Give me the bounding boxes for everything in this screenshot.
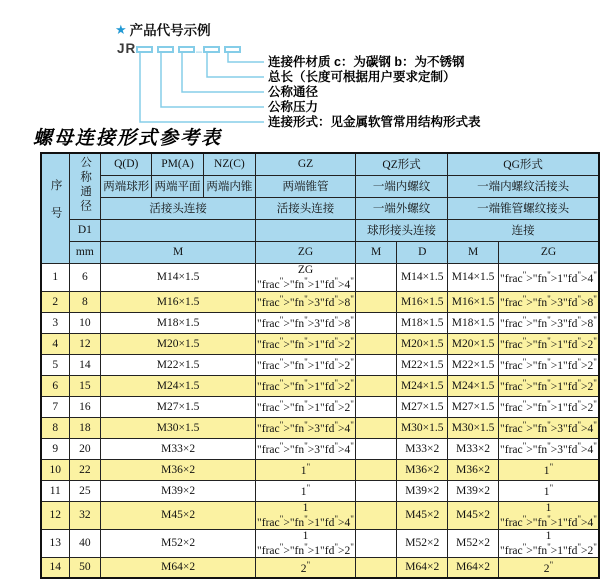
cell-seq: 1	[41, 263, 69, 291]
table-row	[41, 312, 599, 333]
header-dn: 公称通径	[69, 153, 101, 219]
cell-dn: 15	[69, 375, 101, 396]
header-row-1	[41, 153, 599, 175]
cell-dn: 16	[69, 396, 101, 417]
header-qz-desc: 一端内螺纹	[355, 175, 447, 197]
cell-qz-d: M64×2	[397, 557, 448, 578]
cell-qg-m: M27×1.5	[448, 396, 499, 417]
cell-qg-zg: "frac">"fn">3"fd">8"	[499, 291, 600, 312]
cell-qg-zg: "frac">"fn">1"fd">2"	[499, 375, 600, 396]
cell-qz-m	[355, 312, 396, 333]
header-col-qd: Q(D)	[101, 153, 152, 175]
cell-qz-d: M39×2	[397, 480, 448, 501]
cell-qg-zg: "frac">"fn">1"fd">2"	[499, 396, 600, 417]
header-d1: D1	[69, 219, 101, 241]
cell-gz: ZG "frac">"fn">1"fd">4"	[257, 263, 354, 291]
cell-qg-m: M18×1.5	[448, 312, 499, 333]
table-row	[41, 438, 599, 459]
table-header	[41, 153, 599, 263]
cell-qg-m: M14×1.5	[448, 263, 499, 291]
cell-qg-zg: "frac">"fn">3"fd">4"	[499, 438, 600, 459]
table-row	[41, 375, 599, 396]
cell-dn: 22	[69, 459, 101, 480]
cell-dn: 14	[69, 354, 101, 375]
header-qz-m: M	[355, 241, 396, 263]
cell-gz: "frac">"fn">3"fd">8"	[256, 291, 356, 312]
cell-qz-d: M18×1.5	[397, 312, 448, 333]
header-qz-external: 一端外螺纹	[355, 197, 447, 219]
cell-m: M33×2	[101, 438, 256, 459]
cell-qg-zg: 2"	[499, 557, 600, 578]
cell-qz-d: M33×2	[397, 438, 448, 459]
cell-seq: 12	[41, 501, 69, 529]
cell-m: M20×1.5	[101, 333, 256, 354]
table-row	[41, 417, 599, 438]
header-m-thread: M	[101, 241, 256, 263]
cell-qz-d: M27×1.5	[397, 396, 448, 417]
cell-qg-zg: "frac">"fn">3"fd">8"	[499, 312, 600, 333]
header-mm: mm	[69, 241, 101, 263]
label-nominal-diameter: 公称通径	[268, 85, 319, 99]
header-qg-taper: 一端锥管螺纹接头	[448, 197, 599, 219]
cell-qg-zg: 1 "frac">"fn">1"fd">2"	[499, 529, 600, 557]
cell-qz-m	[355, 417, 396, 438]
header-seq: 序号	[41, 153, 69, 263]
cell-seq: 8	[41, 417, 69, 438]
header-union-connect: 活接头连接	[101, 197, 256, 219]
cell-dn: 10	[69, 312, 101, 333]
cell-qz-m	[355, 333, 396, 354]
table-row	[41, 396, 599, 417]
header-qg-m: M	[448, 241, 499, 263]
cell-qg-zg: "frac">"fn">1"fd">2"	[499, 354, 600, 375]
header-col-pma: PM(A)	[152, 153, 203, 175]
header-qg-zg: ZG	[499, 241, 600, 263]
label-connector-material: 连接件材质 c：为碳钢 b：为不锈钢	[268, 55, 465, 69]
cell-qg-m: M20×1.5	[448, 333, 499, 354]
cell-qg-m: M64×2	[448, 557, 499, 578]
table-row	[41, 557, 599, 578]
cell-qg-m: M36×2	[448, 459, 499, 480]
cell-qz-m	[355, 501, 396, 529]
cell-seq: 6	[41, 375, 69, 396]
table-row	[41, 263, 599, 291]
cell-qg-zg: 1"	[499, 480, 600, 501]
header-pma-desc: 两端平面	[152, 175, 203, 197]
table-row	[41, 501, 599, 529]
table-row	[41, 459, 599, 480]
header-row-3	[41, 197, 599, 219]
cell-qg-m: M16×1.5	[448, 291, 499, 312]
cell-m: M64×2	[101, 557, 256, 578]
header-qz-d: D	[397, 241, 448, 263]
cell-qz-m	[355, 291, 396, 312]
label-total-length: 总长（长度可根据用户要求定制）	[268, 70, 456, 84]
cell-m: M16×1.5	[101, 291, 256, 312]
label-nominal-pressure: 公称压力	[268, 100, 319, 114]
cell-gz: "frac">"fn">1"fd">2"	[256, 354, 356, 375]
cell-gz: 2"	[256, 557, 356, 578]
code-box	[136, 46, 153, 53]
header-nzc-desc: 两端内锥	[203, 175, 255, 197]
cell-dn: 12	[69, 333, 101, 354]
cell-qz-m	[355, 529, 396, 557]
cell-qz-m	[355, 354, 396, 375]
header-qd-desc: 两端球形	[101, 175, 152, 197]
header-connect: 连接	[448, 219, 599, 241]
cell-qg-m: M45×2	[448, 501, 499, 529]
cell-m: M36×2	[101, 459, 256, 480]
cell-qg-m: M52×2	[448, 529, 499, 557]
cell-seq: 2	[41, 291, 69, 312]
cell-qz-m	[355, 263, 396, 291]
header-row-2	[41, 175, 599, 197]
header-col-qg: QG形式	[448, 153, 599, 175]
header-row-4	[41, 219, 599, 241]
product-code-diagram	[0, 0, 600, 132]
code-box	[203, 46, 220, 53]
header-row-5	[41, 241, 599, 263]
nut-connection-table	[40, 152, 600, 579]
cell-dn: 50	[69, 557, 101, 578]
diagram-title: 产品代号示例	[129, 23, 211, 38]
cell-gz: "frac">"fn">3"fd">8"	[256, 312, 356, 333]
empty-cell	[101, 219, 256, 241]
cell-m: M22×1.5	[101, 354, 256, 375]
cell-qg-m: M39×2	[448, 480, 499, 501]
cell-qz-d: M36×2	[397, 459, 448, 480]
cell-qz-m	[355, 557, 396, 578]
table-row	[41, 354, 599, 375]
cell-seq: 9	[41, 438, 69, 459]
cell-dn: 25	[69, 480, 101, 501]
cell-qg-m: M30×1.5	[448, 417, 499, 438]
header-zg-thread: ZG	[256, 241, 356, 263]
cell-gz: 1 "frac">"fn">1"fd">2"	[257, 529, 354, 557]
cell-qg-zg: 1"	[499, 459, 600, 480]
cell-qz-m	[355, 375, 396, 396]
cell-qg-m: M24×1.5	[448, 375, 499, 396]
code-box	[224, 46, 241, 53]
cell-gz: 1"	[256, 459, 356, 480]
cell-qg-m: M22×1.5	[448, 354, 499, 375]
cell-seq: 13	[41, 529, 69, 557]
cell-qg-m: M33×2	[448, 438, 499, 459]
cell-qz-d: M52×2	[397, 529, 448, 557]
cell-qz-m	[355, 480, 396, 501]
cell-m: M18×1.5	[101, 312, 256, 333]
product-code-row	[0, 0, 600, 60]
cell-seq: 3	[41, 312, 69, 333]
cell-qz-d: M14×1.5	[397, 263, 448, 291]
cell-m: M30×1.5	[101, 417, 256, 438]
header-col-qz: QZ形式	[355, 153, 447, 175]
cell-gz: "frac">"fn">1"fd">2"	[256, 333, 356, 354]
header-gz-connect: 活接头连接	[256, 197, 356, 219]
cell-gz: "frac">"fn">1"fd">2"	[256, 375, 356, 396]
table-title: 螺母连接形式参考表	[33, 128, 223, 149]
cell-m: M27×1.5	[101, 396, 256, 417]
cell-gz: 1 "frac">"fn">1"fd">4"	[257, 501, 354, 529]
header-col-nzc: NZ(C)	[203, 153, 255, 175]
code-box	[178, 46, 195, 53]
cell-seq: 11	[41, 480, 69, 501]
cell-qg-zg: "frac">"fn">1"fd">4"	[499, 263, 600, 291]
cell-seq: 4	[41, 333, 69, 354]
cell-dn: 6	[69, 263, 101, 291]
cell-dn: 32	[69, 501, 101, 529]
cell-m: M52×2	[101, 529, 256, 557]
cell-gz: "frac">"fn">3"fd">4"	[256, 438, 356, 459]
header-ball-joint: 球形接头连接	[355, 219, 447, 241]
product-code-prefix: JR	[117, 41, 137, 56]
cell-gz: "frac">"fn">3"fd">4"	[256, 417, 356, 438]
cell-m: M45×2	[101, 501, 256, 529]
cell-qz-m	[355, 459, 396, 480]
table-row	[41, 480, 599, 501]
cell-seq: 5	[41, 354, 69, 375]
cell-qz-d: M30×1.5	[397, 417, 448, 438]
header-col-gz: GZ	[256, 153, 356, 175]
empty-cell	[256, 219, 356, 241]
cell-dn: 40	[69, 529, 101, 557]
cell-qz-m	[355, 438, 396, 459]
cell-seq: 7	[41, 396, 69, 417]
cell-qz-d: M22×1.5	[397, 354, 448, 375]
cell-qg-zg: "frac">"fn">1"fd">2"	[499, 333, 600, 354]
cell-dn: 18	[69, 417, 101, 438]
cell-qg-zg: "frac">"fn">3"fd">4"	[499, 417, 600, 438]
cell-seq: 14	[41, 557, 69, 578]
header-qg-desc: 一端内螺纹活接头	[448, 175, 599, 197]
cell-qz-m	[355, 396, 396, 417]
cell-seq: 10	[41, 459, 69, 480]
cell-m: M24×1.5	[101, 375, 256, 396]
star-icon: ★	[115, 21, 127, 37]
cell-dn: 20	[69, 438, 101, 459]
table-row	[41, 333, 599, 354]
code-box	[157, 46, 174, 53]
cell-qz-d: M20×1.5	[397, 333, 448, 354]
label-connection-form: 连接形式：见金属软管常用结构形式表	[268, 115, 481, 129]
table-row	[41, 529, 599, 557]
cell-qz-d: M24×1.5	[397, 375, 448, 396]
cell-qg-zg: 1 "frac">"fn">1"fd">4"	[499, 501, 600, 529]
cell-gz: 1"	[256, 480, 356, 501]
cell-m: M14×1.5	[101, 263, 256, 291]
code-dash: –	[196, 44, 202, 58]
cell-m: M39×2	[101, 480, 256, 501]
cell-qz-d: M16×1.5	[397, 291, 448, 312]
cell-dn: 8	[69, 291, 101, 312]
table-row	[41, 291, 599, 312]
table-body	[41, 263, 599, 578]
cell-gz: "frac">"fn">1"fd">2"	[256, 396, 356, 417]
cell-qz-d: M45×2	[397, 501, 448, 529]
header-gz-desc: 两端锥管	[256, 175, 356, 197]
